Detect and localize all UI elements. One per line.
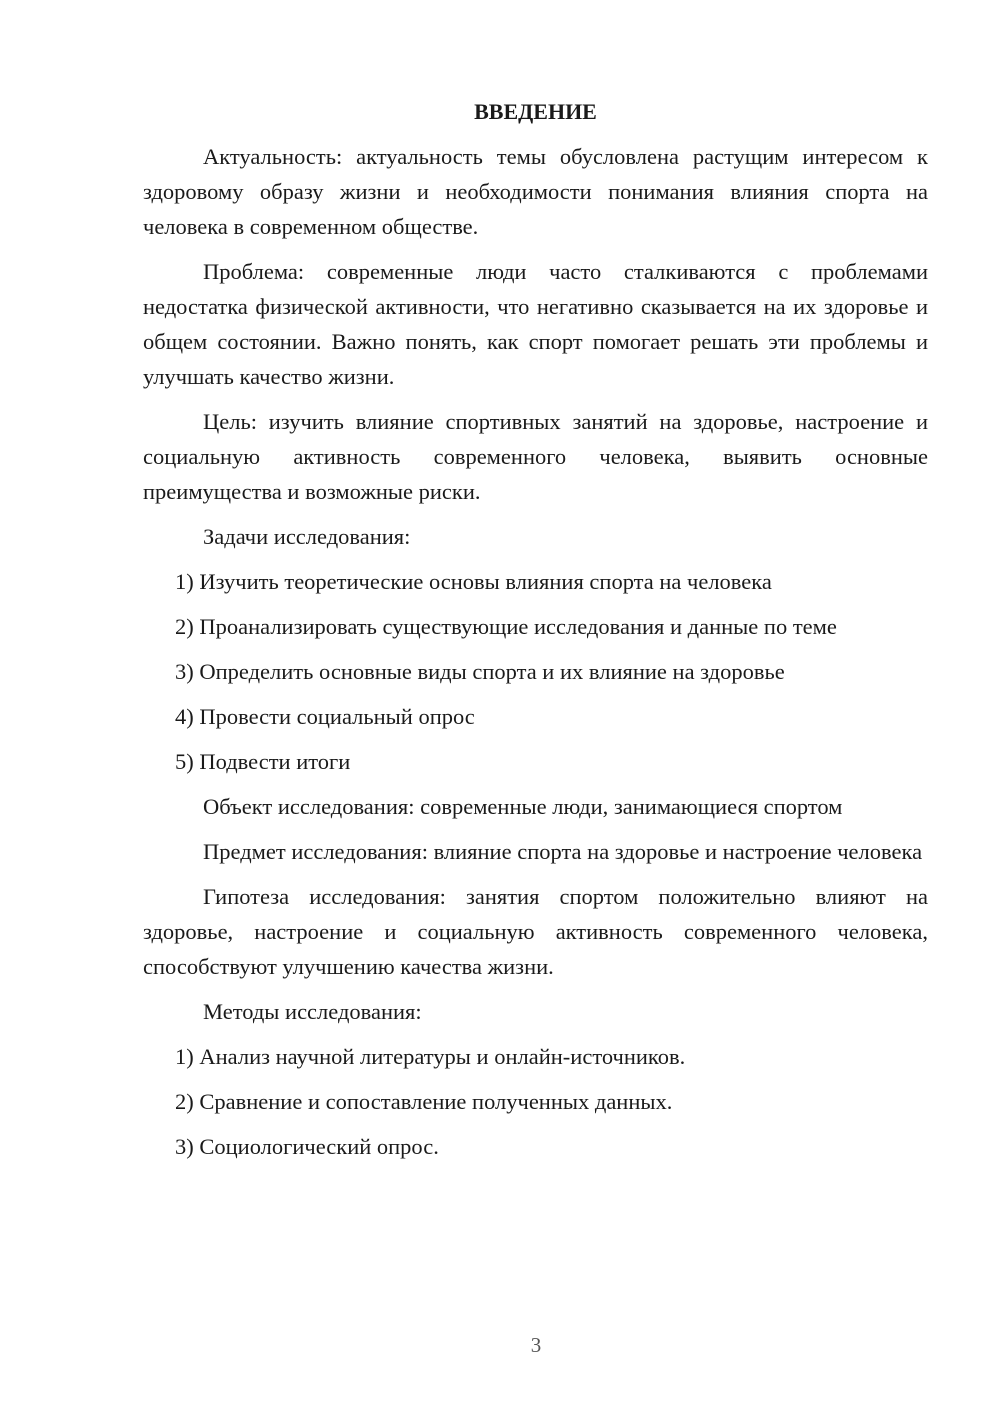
page-content (143, 94, 928, 1174)
task-item-5: 5) Подвести итоги (175, 749, 351, 774)
section-heading: ВВЕДЕНИЕ (474, 99, 597, 124)
hypothesis-paragraph: Гипотеза исследования: занятия спортом положительно влияют на здоровье, настроение и социальную активность современного человека, способствуют улучшению качества жизни. (143, 884, 928, 979)
task-item-4: 4) Провести социальный опрос (175, 704, 475, 729)
task-item-2: 2) Проанализировать существующие исследования и данные по теме (175, 614, 837, 639)
page-number: 3 (530, 1333, 542, 1357)
subject-paragraph: Предмет исследования: влияние спорта на здоровье и настроение человека (203, 839, 923, 864)
method-item-1: 1) Анализ научной литературы и онлайн-источников. (175, 1044, 686, 1069)
method-item-3: 3) Социологический опрос. (175, 1134, 439, 1159)
tasks-label: Задачи исследования: (203, 524, 411, 549)
goal-paragraph: Цель: изучить влияние спортивных занятий на здоровье, настроение и социальную активность современного человека, выявить основные преимущества и возможные риски. (143, 409, 928, 504)
method-item-2: 2) Сравнение и сопоставление полученных данных. (175, 1089, 673, 1114)
object-paragraph: Объект исследования: современные люди, занимающиеся спортом (203, 794, 843, 819)
relevance-paragraph: Актуальность: актуальность темы обусловлена растущим интересом к здоровому образу жизни и необходимости понимания влияния спорта на человека в современном обществе. (143, 144, 928, 239)
task-item-1: 1) Изучить теоретические основы влияния спорта на человека (175, 569, 772, 594)
problem-paragraph: Проблема: современные люди часто сталкиваются с проблемами недостатка физической активности, что негативно сказывается на их здоровье и общем состоянии. Важно понять, как спорт помогает решать эти проблемы и улучшать качество жизни. (143, 259, 928, 389)
task-item-3: 3) Определить основные виды спорта и их влияние на здоровье (175, 659, 785, 684)
methods-label: Методы исследования: (203, 999, 422, 1024)
